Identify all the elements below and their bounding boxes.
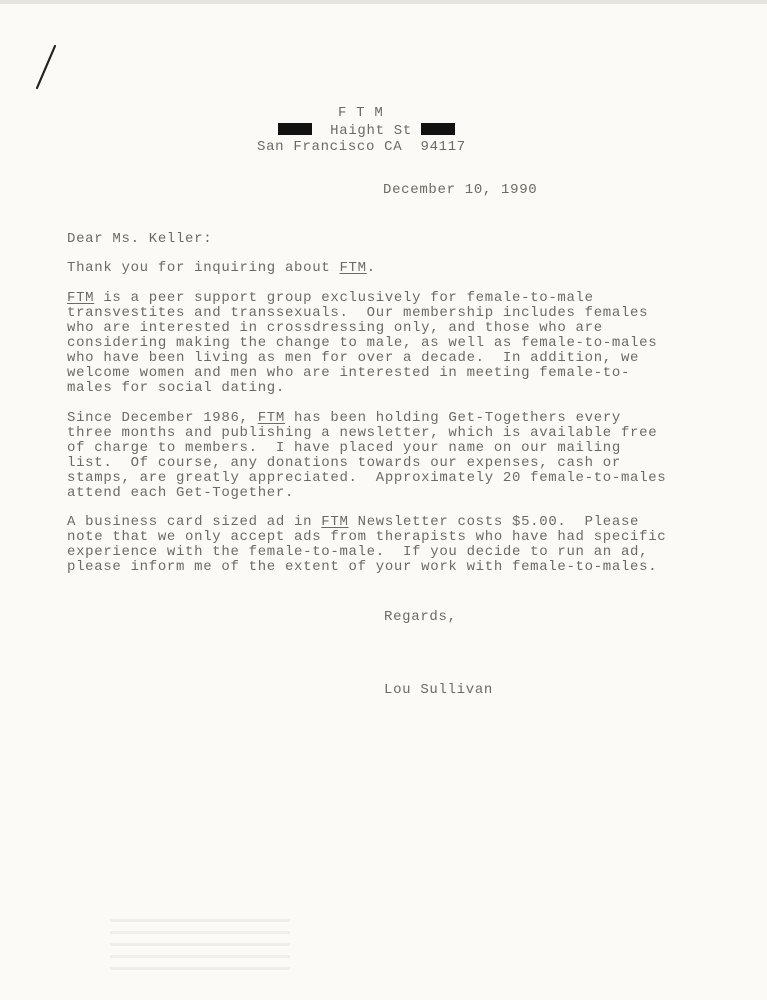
intro-text: Thank you for inquiring about [67, 260, 340, 276]
para-line: of charge to members. I have placed your name on our mailing [67, 440, 621, 456]
letterhead-zip: 94117 [420, 139, 466, 155]
letterhead-street-line [278, 123, 455, 139]
pen-mark-icon [33, 44, 59, 90]
intro-end: . [366, 260, 376, 276]
para-line: three months and publishing a newsletter, which is available free [67, 425, 658, 441]
paragraph-1 [67, 291, 657, 396]
paragraph-3 [67, 515, 666, 575]
org-name: FTM [67, 290, 95, 306]
para-line: transvestites and transsexuals. Our membership includes females [67, 305, 649, 321]
page-edge [0, 0, 767, 4]
para-line: attend each Get-Together. [67, 485, 295, 501]
para-line: note that we only accept ads from therapists who have had specific [67, 529, 667, 545]
para-line: Newsletter costs $5.00. Please [348, 514, 640, 530]
redaction-box [421, 123, 455, 135]
para-line: experience with the female-to-male. If you decide to run an ad, [67, 544, 649, 560]
org-name: FTM [339, 260, 367, 276]
para-line: Since December 1986, [67, 410, 258, 426]
para-line: please inform me of the extent of your work with female-to-males. [67, 559, 658, 575]
para-line: who are interested in crossdressing only, and those who are [67, 320, 603, 336]
org-name: FTM [257, 410, 285, 426]
salutation: Dear Ms. Keller: [67, 231, 213, 247]
para-line: A business card sized ad in [67, 514, 322, 530]
para-line: list. Of course, any donations towards our expenses, cash or [67, 455, 621, 471]
letterhead-street: Haight St [330, 123, 412, 139]
letter-date: December 10, 1990 [383, 182, 538, 198]
para-line: stamps, are greatly appreciated. Approximately 20 female-to-males [67, 470, 667, 486]
letterhead-city: San Francisco CA [257, 139, 403, 155]
closing: Regards, [384, 609, 457, 625]
para-line: has been holding Get-Togethers every [284, 410, 621, 426]
para-line: welcome women and men who are interested in meeting female-to- [67, 365, 631, 381]
para-line: considering making the change to male, as well as female-to-males [67, 335, 658, 351]
para-line: who have been living as men for over a decade. In addition, we [67, 350, 640, 366]
paragraph-2 [67, 411, 666, 501]
letterhead-city-line [257, 140, 466, 155]
para-line: males for social dating. [67, 380, 285, 396]
org-name: FTM [321, 514, 349, 530]
redaction-box [278, 123, 312, 135]
para-line: is a peer support group exclusively for female-to-male [94, 290, 594, 306]
intro-line [67, 261, 376, 276]
letterhead-org: F T M [338, 105, 384, 121]
bleed-through-marks [110, 910, 290, 970]
signature: Lou Sullivan [384, 682, 493, 698]
